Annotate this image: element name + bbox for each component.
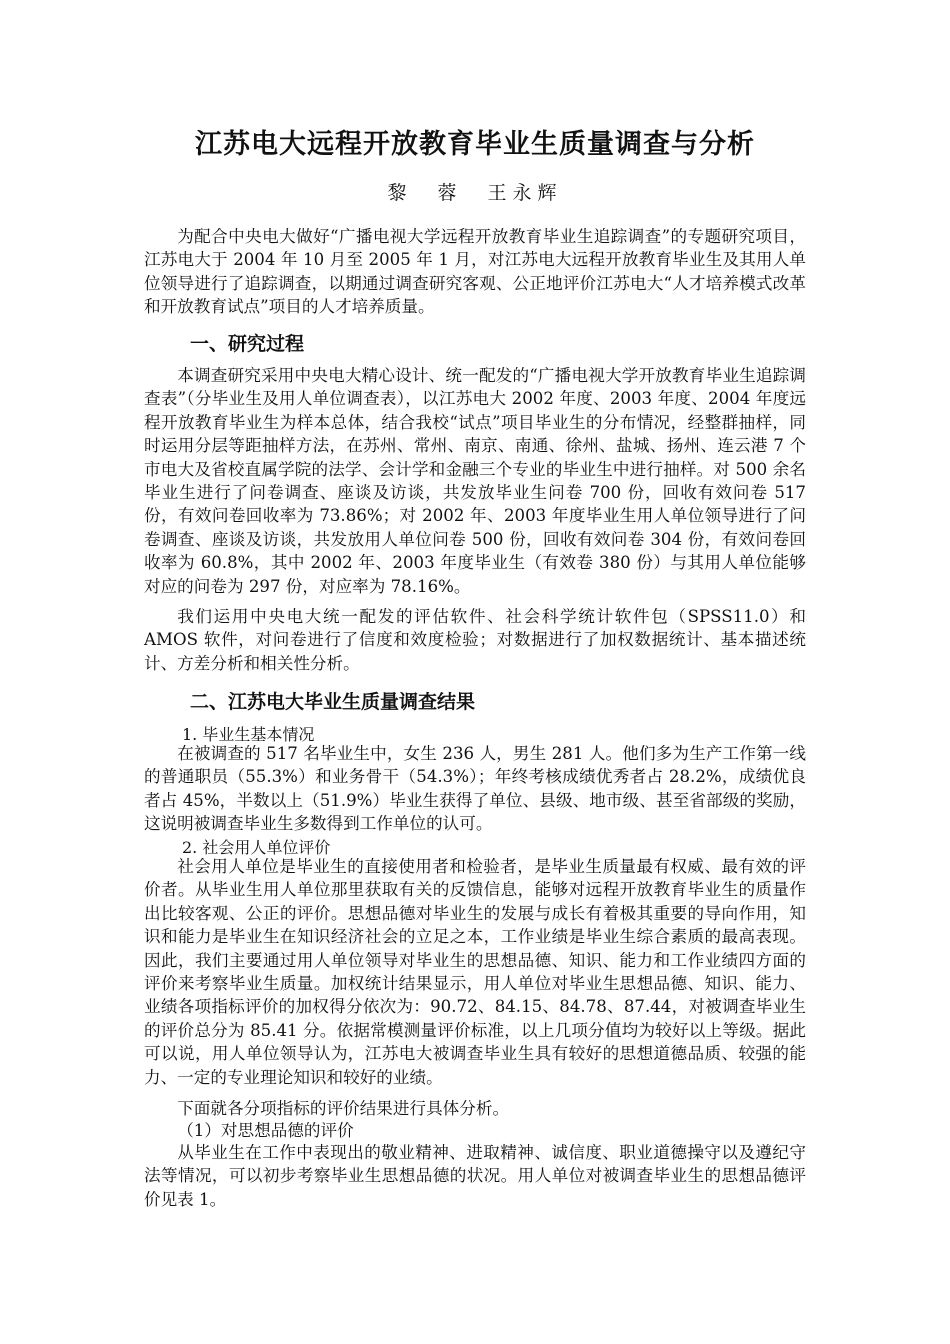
section1-paragraph-2: 我们运用中央电大统一配发的评估软件、社会科学统计软件包（SPSS11.0）和 AMOS 软件，对问卷进行了信度和效度检验；对数据进行了加权数据统计、基本描述统计、方差分析和相关性分析。: [144, 607, 806, 673]
section2-subheading-2: 2. 社会用人单位评价: [182, 838, 331, 857]
intro-paragraph: 为配合中央电大做好“广播电视大学远程开放教育毕业生追踪调查”的专题研究项目，江苏电大于 2004 年 10 月至 2005 年 1 月，对江苏电大远程开放教育毕业生及其用人单位领导进行了追踪调查，以期通过调查研究客观、公正地评价江苏电大“人才培养模式改革和开放教育试点”项目的人才培养质量。: [144, 227, 806, 317]
section2-paragraph-5: 从毕业生在工作中表现出的敬业精神、进取精神、诚信度、职业道德操守以及遵纪守法等情况，可以初步考察毕业生思想品德的状况。用人单位对被调查毕业生的思想品德评价见表 1。: [144, 1143, 806, 1209]
paper-authors: 黎 蓉 王永辉: [387, 182, 563, 204]
section2-heading: 二、江苏电大毕业生质量调查结果: [190, 691, 476, 713]
section2-subheading-1: 1. 毕业生基本情况: [182, 725, 315, 744]
section1-heading: 一、研究过程: [190, 333, 305, 355]
section2-paragraph-1: 在被调查的 517 名毕业生中，女生 236 人，男生 281 人。他们多为生产工作第一线的普通职员（55.3%）和业务骨干（54.3%）；年终考核成绩优秀者占 28.2%，成绩优良者占 45%，半数以上（51.9%）毕业生获得了单位、县级、地市级、甚至省部级的奖励，这说明被调查毕业生多数得到工作单位的认可。: [144, 744, 806, 834]
section2-paragraph-2: 社会用人单位是毕业生的直接使用者和检验者，是毕业生质量最有权威、最有效的评价者。从毕业生用人单位那里获取有关的反馈信息，能够对远程开放教育毕业生的质量作出比较客观、公正的评价。思想品德对毕业生的发展与成长有着极其重要的导向作用，知识和能力是毕业生在知识经济社会的立足之本，工作业绩是毕业生综合素质的最高表现。因此，我们主要通过用人单位领导对毕业生的思想品德、知识、能力和工作业绩四方面的评价来考察毕业生质量。加权统计结果显示，用人单位对毕业生思想品德、知识、能力、业绩各项指标评价的加权得分依次为：90.72、84.15、84.78、87.44，对被调查毕业生的评价总分为 85.41 分。依据常模测量评价标准，以上几项分值均为较好以上等级。据此可以说，用人单位领导认为，江苏电大被调查毕业生具有较好的思想道德品质、较强的能力、一定的专业理论知识和较好的业绩。: [144, 857, 806, 1087]
section2-paragraph-4: （1）对思想品德的评价: [177, 1121, 354, 1140]
section2-paragraph-3: 下面就各分项指标的评价结果进行具体分析。: [177, 1099, 510, 1118]
paper-title: 江苏电大远程开放教育毕业生质量调查与分析: [195, 129, 755, 160]
section1-paragraph-1: 本调查研究采用中央电大精心设计、统一配发的“广播电视大学开放教育毕业生追踪调查表”（分毕业生及用人单位调查表），以江苏电大 2002 年度、2003 年度、2004 年度远程开放教育毕业生为样本总体，结合我校“试点”项目毕业生的分布情况，经整群抽样，同时运用分层等距抽样方法，在苏州、常州、南京、南通、徐州、盐城、扬州、连云港 7 个市电大及省校直属学院的法学、会计学和金融三个专业的毕业生中进行抽样。对 500 余名毕业生进行了问卷调查、座谈及访谈，共发放毕业生问卷 700 份，回收有效问卷 517 份，有效问卷回收率为 73.86%；对 2002 年、2003 年度毕业生用人单位领导进行了问卷调查、座谈及访谈，共发放用人单位问卷 500 份，回收有效问卷 304 份，有效问卷回收率为 60.8%，其中 2002 年、2003 年度毕业生（有效卷 380 份）与其用人单位能够对应的问卷为 297 份，对应率为 78.16%。: [144, 366, 806, 596]
